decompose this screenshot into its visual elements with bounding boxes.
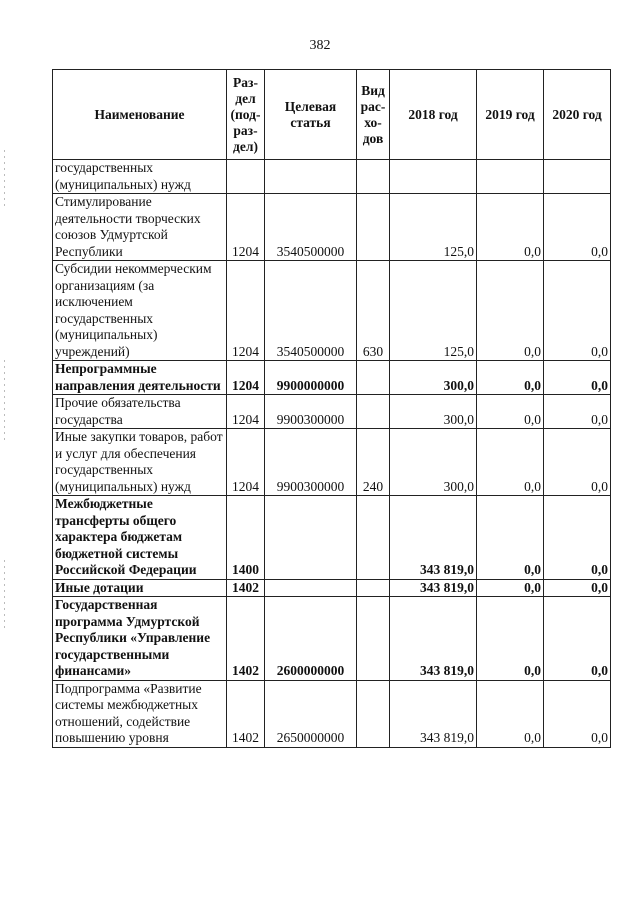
table-row bbox=[53, 579, 611, 597]
table-row bbox=[53, 361, 611, 395]
cell-target: 9900000000 bbox=[265, 361, 357, 395]
cell-name: Иные закупки товаров, работ и услуг для обеспечения государственных (муниципальных) нужд bbox=[53, 429, 227, 496]
table-row bbox=[53, 429, 611, 496]
table-row bbox=[53, 597, 611, 681]
cell-target: 3540500000 bbox=[265, 261, 357, 361]
cell-expense bbox=[357, 160, 390, 194]
cell-2018: 300,0 bbox=[390, 429, 477, 496]
header-2020: 2020 год bbox=[544, 70, 611, 160]
cell-section: 1204 bbox=[227, 361, 265, 395]
cell-section: 1204 bbox=[227, 194, 265, 261]
table-row bbox=[53, 395, 611, 429]
cell-name: Государственная программа Удмуртской Республики «Управление государственными финансами» bbox=[53, 597, 227, 681]
cell-2018: 343 819,0 bbox=[390, 597, 477, 681]
table-row bbox=[53, 160, 611, 194]
cell-expense bbox=[357, 395, 390, 429]
cell-2020: 0,0 bbox=[544, 395, 611, 429]
cell-2019: 0,0 bbox=[477, 261, 544, 361]
cell-expense bbox=[357, 680, 390, 747]
cell-2019: 0,0 bbox=[477, 579, 544, 597]
scan-margin-mark bbox=[4, 560, 5, 630]
cell-target: 3540500000 bbox=[265, 194, 357, 261]
cell-2018: 343 819,0 bbox=[390, 496, 477, 580]
cell-section: 1402 bbox=[227, 579, 265, 597]
cell-section: 1402 bbox=[227, 680, 265, 747]
cell-2018: 125,0 bbox=[390, 194, 477, 261]
cell-2019: 0,0 bbox=[477, 361, 544, 395]
cell-2019: 0,0 bbox=[477, 429, 544, 496]
cell-section: 1402 bbox=[227, 597, 265, 681]
scan-margin-mark bbox=[4, 360, 5, 440]
cell-2020 bbox=[544, 160, 611, 194]
cell-2020: 0,0 bbox=[544, 496, 611, 580]
cell-name: Подпрограмма «Развитие системы межбюджетных отношений, содействие повышению уровня bbox=[53, 680, 227, 747]
header-name: Наименование bbox=[53, 70, 227, 160]
cell-target: 9900300000 bbox=[265, 395, 357, 429]
table-row bbox=[53, 261, 611, 361]
cell-2020: 0,0 bbox=[544, 194, 611, 261]
cell-2019: 0,0 bbox=[477, 194, 544, 261]
table-row bbox=[53, 194, 611, 261]
cell-target: 2600000000 bbox=[265, 597, 357, 681]
cell-2019: 0,0 bbox=[477, 496, 544, 580]
cell-2020: 0,0 bbox=[544, 361, 611, 395]
table-row bbox=[53, 496, 611, 580]
cell-section: 1204 bbox=[227, 261, 265, 361]
cell-expense bbox=[357, 496, 390, 580]
cell-expense: 630 bbox=[357, 261, 390, 361]
header-2019: 2019 год bbox=[477, 70, 544, 160]
cell-2020: 0,0 bbox=[544, 261, 611, 361]
cell-expense bbox=[357, 361, 390, 395]
cell-2018: 300,0 bbox=[390, 361, 477, 395]
cell-target bbox=[265, 579, 357, 597]
cell-target: 9900300000 bbox=[265, 429, 357, 496]
cell-target bbox=[265, 496, 357, 580]
header-section: Раз-дел (под-раз-дел) bbox=[227, 70, 265, 160]
header-target: Целевая статья bbox=[265, 70, 357, 160]
cell-2020: 0,0 bbox=[544, 680, 611, 747]
table-header-row bbox=[53, 70, 611, 160]
cell-2020: 0,0 bbox=[544, 597, 611, 681]
cell-name: Прочие обязательства государства bbox=[53, 395, 227, 429]
cell-2018: 125,0 bbox=[390, 261, 477, 361]
cell-target: 2650000000 bbox=[265, 680, 357, 747]
cell-2020: 0,0 bbox=[544, 579, 611, 597]
cell-section bbox=[227, 160, 265, 194]
cell-2019 bbox=[477, 160, 544, 194]
page-number: 382 bbox=[309, 38, 331, 53]
header-2018: 2018 год bbox=[390, 70, 477, 160]
cell-2020: 0,0 bbox=[544, 429, 611, 496]
cell-name: Стимулирование деятельности творческих союзов Удмуртской Республики bbox=[53, 194, 227, 261]
cell-name: Межбюджетные трансферты общего характера бюджетам бюджетной системы Российской Федерации bbox=[53, 496, 227, 580]
cell-expense: 240 bbox=[357, 429, 390, 496]
cell-2019: 0,0 bbox=[477, 395, 544, 429]
cell-name: Субсидии некоммерческим организациям (за исключением государственных (муниципальных) учреждений) bbox=[53, 261, 227, 361]
cell-section: 1400 bbox=[227, 496, 265, 580]
scan-margin-mark bbox=[4, 150, 5, 210]
cell-2018: 343 819,0 bbox=[390, 680, 477, 747]
cell-name: Иные дотации bbox=[53, 579, 227, 597]
cell-expense bbox=[357, 597, 390, 681]
table-row bbox=[53, 680, 611, 747]
cell-2018 bbox=[390, 160, 477, 194]
cell-target bbox=[265, 160, 357, 194]
cell-2018: 343 819,0 bbox=[390, 579, 477, 597]
budget-table bbox=[52, 69, 611, 748]
cell-section: 1204 bbox=[227, 395, 265, 429]
cell-2019: 0,0 bbox=[477, 597, 544, 681]
cell-2019: 0,0 bbox=[477, 680, 544, 747]
cell-name: Непрограммные направления деятельности bbox=[53, 361, 227, 395]
cell-section: 1204 bbox=[227, 429, 265, 496]
cell-2018: 300,0 bbox=[390, 395, 477, 429]
cell-expense bbox=[357, 579, 390, 597]
cell-expense bbox=[357, 194, 390, 261]
cell-name: государственных (муниципальных) нужд bbox=[53, 160, 227, 194]
header-expense: Вид рас-хо-дов bbox=[357, 70, 390, 160]
